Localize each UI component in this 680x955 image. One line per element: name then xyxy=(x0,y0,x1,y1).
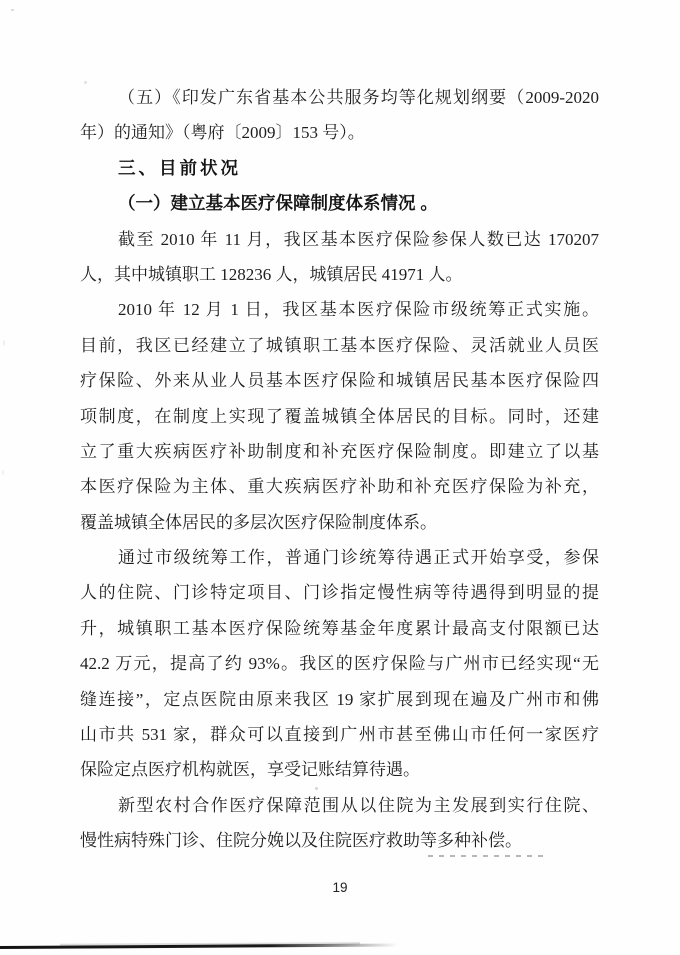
text-line: 42.2 万元，提高了约 93%。我区的医疗保险与广州市已经实现“无 xyxy=(80,654,599,674)
text-line: 保险定点医疗机构就医，享受记账结算待遇。 xyxy=(80,760,420,780)
text-line: 人，其中城镇职工 128236 人，城镇居民 41971 人。 xyxy=(80,264,463,284)
text-line: 人的住院、门诊特定项目、门诊指定慢性病等待遇得到明显的提 xyxy=(80,583,599,603)
text-line: 2010 年 12 月 1 日，我区基本医疗保险市级统筹正式实施。 xyxy=(118,300,599,320)
page-number: 19 xyxy=(332,880,348,895)
scan-artifact-dashes xyxy=(428,855,543,857)
text-line: 慢性病特殊门诊、住院分娩以及住院医疗救助等多种补偿。 xyxy=(80,831,522,851)
text-line: 疗保险、外来从业人员基本医疗保险和城镇居民基本医疗保险四 xyxy=(80,371,599,391)
scan-speck xyxy=(2,470,4,475)
text-line: 通过市级统筹工作，普通门诊统筹待遇正式开始享受，参保 xyxy=(118,548,599,568)
text-line: （五）《印发广东省基本公共服务均等化规划纲要（2009-2020 xyxy=(118,88,599,107)
text-line: 升，城镇职工基本医疗保险统筹基金年度累计最高支付限额已达 xyxy=(80,618,599,638)
scan-speck xyxy=(315,787,318,790)
text-line: 新型农村合作医疗保障范围从以住院为主发展到实行住院、 xyxy=(118,795,599,815)
scan-speck xyxy=(3,340,5,346)
scan-speck xyxy=(11,9,14,11)
section-heading: 三、目前状况 xyxy=(118,157,241,178)
scan-speck xyxy=(84,81,87,84)
text-line: 覆盖城镇全体居民的多层次医疗保险制度体系。 xyxy=(80,512,437,532)
text-line: 山市共 531 家，群众可以直接到广州市甚至佛山市任何一家医疗 xyxy=(80,725,599,745)
text-line: 截至 2010 年 11 月，我区基本医疗保险参保人数已达 170207 xyxy=(118,229,599,249)
text-line: 立了重大疾病医疗补助制度和补充医疗保险制度。即建立了以基 xyxy=(80,441,599,461)
text-line: 目前，我区已经建立了城镇职工基本医疗保险、灵活就业人员医 xyxy=(80,335,599,355)
text-line: 本医疗保险为主体、重大疾病医疗补助和补充医疗保险为补充， xyxy=(80,477,599,497)
text-line: 年）的通知》（粤府〔2009〕153 号）。 xyxy=(80,123,365,143)
subsection-heading: （一）建立基本医疗保障制度体系情况 。 xyxy=(118,193,438,214)
document-body xyxy=(80,80,599,859)
text-line: 项制度，在制度上实现了覆盖城镇全体居民的目标。同时，还建 xyxy=(80,406,599,426)
text-line: 缝连接”，定点医院由原来我区 19 家扩展到现在遍及广州市和佛 xyxy=(80,689,599,709)
